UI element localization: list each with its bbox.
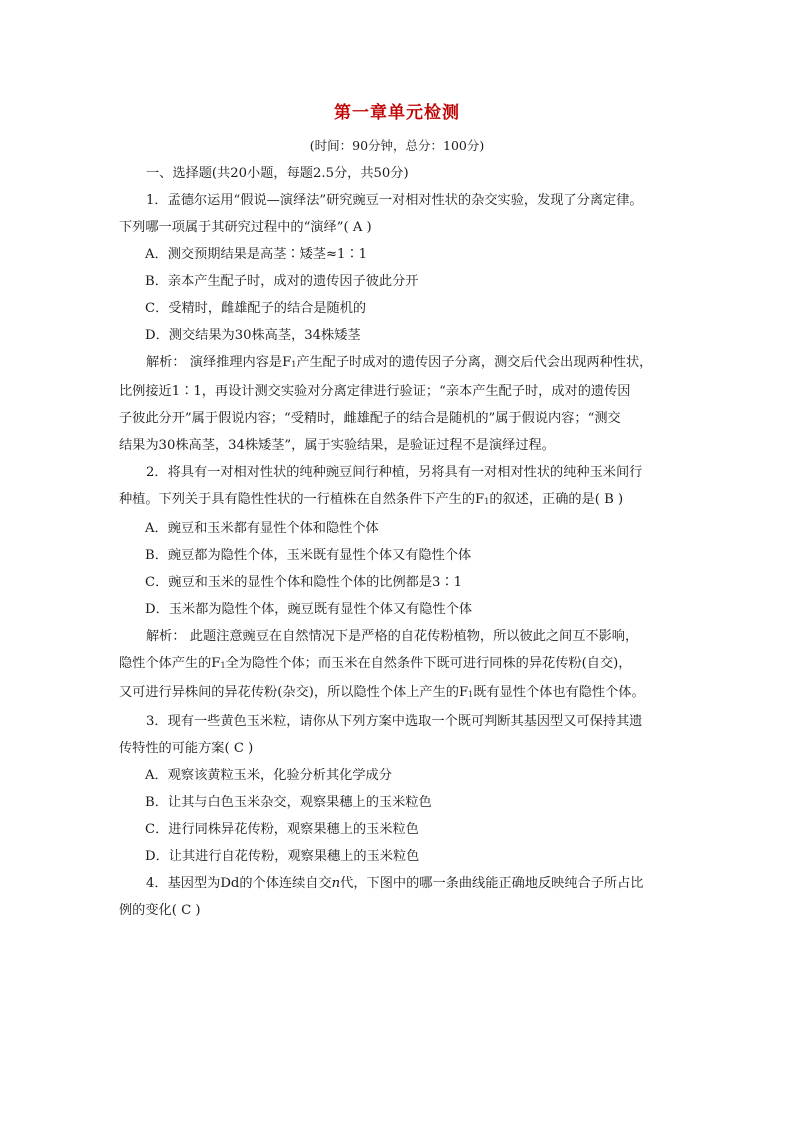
question-stem: 2．将具有一对相对性状的纯种豌豆间行种植，另将具有一对相对性状的纯种玉米间行: [146, 465, 643, 480]
option-b: B．亲本产生配子时，成对的遗传因子彼此分开: [145, 274, 419, 289]
question-stem: 传特性的可能方案( C ): [119, 741, 254, 756]
question-stem: 种植。下列关于具有隐性性状的一行植株在自然条件下产生的$F_1$的叙述，正确的是( B ): [119, 492, 624, 507]
explanation: 解析： 此题注意豌豆在自然情况下是严格的自花传粉植物，所以彼此之间互不影响，: [146, 629, 639, 644]
question-stem: 3．现有一些黄色玉米粒，请你从下列方案中选取一个既可判断其基因型又可保持其遗: [146, 714, 643, 729]
explanation: 隐性个体产生的$F_1$全为隐性个体；而玉米在自然条件下既可进行同株的异花传粉(自交)，: [119, 656, 632, 671]
document-body: [119, 160, 689, 924]
question-stem: 4．基因型为Dd的个体连续自交n代，下图中的哪一条曲线能正确地反映纯合子所占比: [146, 876, 644, 891]
option-b: B．让其与白色玉米杂交，观察果穗上的玉米粒色: [145, 795, 432, 810]
question-4: [119, 870, 689, 924]
section-heading: 一、选择题(共20小题，每题2.5分，共50分): [146, 166, 409, 181]
question-stem: 1．孟德尔运用“假说—演绎法”研究豌豆一对相对性状的杂交实验，发现了分离定律。: [146, 193, 643, 208]
explanation: 又可进行异株间的异花传粉(杂交)，所以隐性个体上产生的$F_1$既有显性个体也有隐性个体。: [119, 685, 645, 700]
option-a: A．豌豆和玉米都有显性个体和隐性个体: [145, 521, 379, 536]
option-d: D．测交结果为30株高茎，34株矮茎: [145, 328, 361, 343]
exam-info: (时间：90分钟，总分：100分): [309, 138, 485, 153]
option-c: C．受精时，雌雄配子的结合是随机的: [145, 301, 367, 316]
question-1: [119, 187, 689, 459]
explanation: 比例接近1∶1，再设计测交实验对分离定律进行验证；“亲本产生配子时，成对的遗传因: [119, 384, 631, 399]
question-3: [119, 708, 689, 870]
explanation: 子彼此分开”属于假说内容；“受精时，雌雄配子的结合是随机的”属于假说内容；“测交: [119, 411, 621, 426]
option-a: A．测交预期结果是高茎∶矮茎≈1∶1: [145, 247, 367, 262]
question-stem: 例的变化( C ): [119, 903, 201, 918]
question-stem: 下列哪一项属于其研究过程中的“演绎”( A ): [119, 220, 372, 235]
option-d: D．玉米都为隐性个体，豌豆既有显性个体又有隐性个体: [145, 602, 473, 617]
option-c: C．进行同株异花传粉，观察果穗上的玉米粒色: [145, 822, 419, 837]
option-c: C．豌豆和玉米的显性个体和隐性个体的比例都是3∶1: [145, 575, 462, 590]
explanation: 结果为30株高茎，34株矮茎”，属于实验结果，是验证过程不是演绎过程。: [119, 438, 555, 453]
option-d: D．让其进行自花传粉，观察果穗上的玉米粒色: [145, 849, 420, 864]
option-b: B．豌豆都为隐性个体，玉米既有显性个体又有隐性个体: [145, 548, 472, 563]
explanation: 解析： 演绎推理内容是$F_1$产生配子时成对的遗传因子分离，测交后代会出现两种性状，: [146, 355, 653, 370]
question-2: [119, 459, 689, 708]
option-a: A．观察该黄粒玉米，化验分析其化学成分: [145, 768, 392, 783]
page-title: 第一章单元检测: [334, 103, 460, 123]
